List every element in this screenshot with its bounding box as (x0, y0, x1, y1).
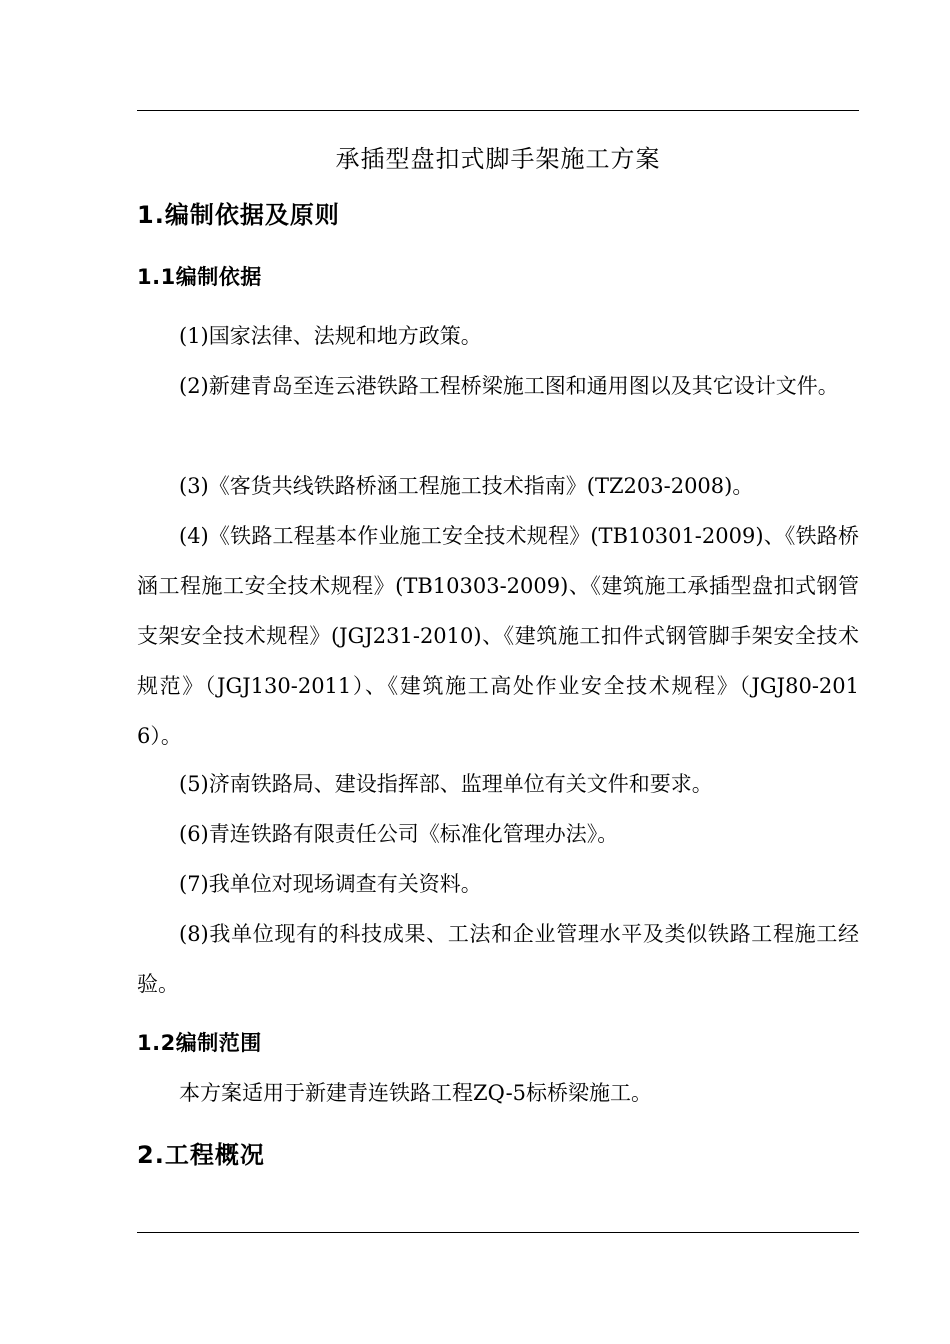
section-heading: 2.工程概况 (137, 1141, 265, 1169)
header-rule (137, 110, 859, 111)
paragraph: (8)我单位现有的科技成果、工法和企业管理水平及类似铁路工程施工经验。 (137, 922, 859, 996)
paragraph: (5)济南铁路局、建设指挥部、监理单位有关文件和要求。 (179, 772, 713, 796)
footer-rule (137, 1232, 859, 1233)
paragraph: (1)国家法律、法规和地方政策。 (179, 324, 482, 348)
document-title: 承插型盘扣式脚手架施工方案 (335, 145, 661, 173)
subsection-heading: 1.2编制范围 (137, 1031, 262, 1055)
paragraph: (6)青连铁路有限责任公司《标准化管理办法》。 (179, 822, 619, 846)
paragraph: (4)《铁路工程基本作业施工安全技术规程》(TB10301-2009)、《铁路桥涵工程施工安全技术规程》(TB10303-2009)、《建筑施工承插型盘扣式钢管支架安全技术规程》(JGJ231-2010)、《建筑施工扣件式钢管脚手架安全技术规范》（JGJ130-2011）、《建筑施工高处作业安全技术规程》（JGJ80-2016）。 (137, 524, 859, 748)
paragraph: 本方案适用于新建青连铁路工程ZQ-5标桥梁施工。 (179, 1081, 653, 1105)
paragraph: (7)我单位对现场调查有关资料。 (179, 872, 482, 896)
paragraph: (3)《客货共线铁路桥涵工程施工技术指南》(TZ203-2008)。 (179, 474, 754, 498)
subsection-heading: 1.1编制依据 (137, 265, 262, 289)
paragraph: (2)新建青岛至连云港铁路工程桥梁施工图和通用图以及其它设计文件。 (179, 374, 839, 398)
section-heading: 1.编制依据及原则 (137, 201, 340, 229)
